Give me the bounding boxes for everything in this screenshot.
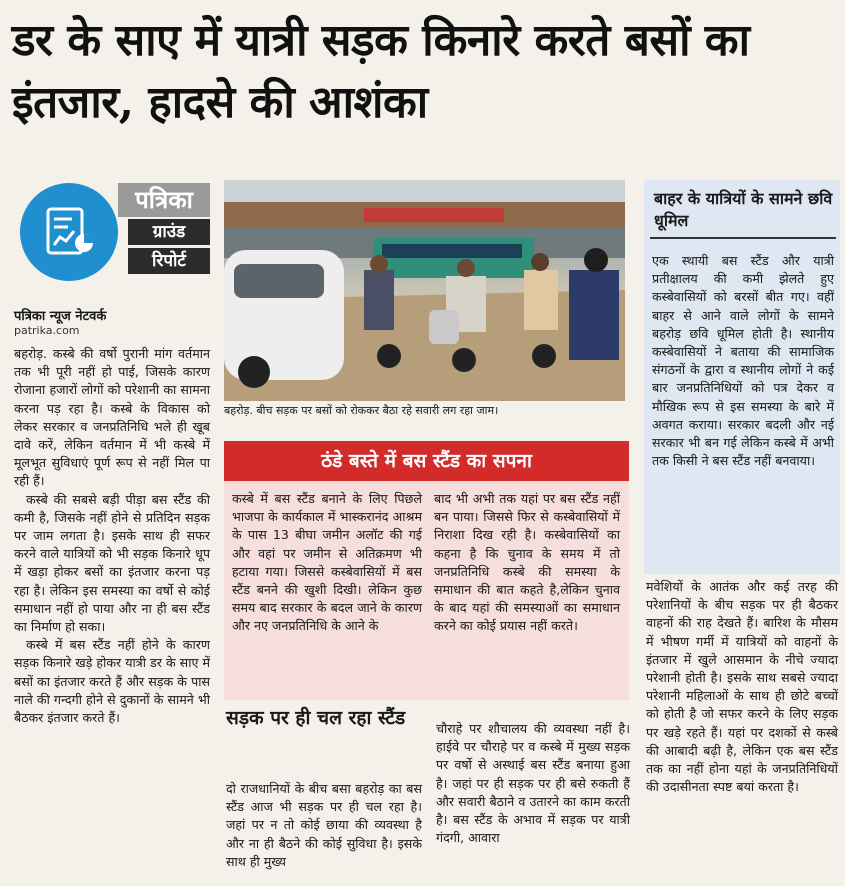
sidebar-title: बाहर के यात्रियों के सामने छवि धूमिल (654, 189, 833, 230)
bottom-column-1: दो राजधानियों के बीच बसा बहरोड़ का बस स्टैंड आज भी सड़क पर ही चल रहा है। जहां पर न तो कोई छाया की व्यवस्था है और ना ही बैठने की कोई सुविधा है। इसके साथ ही मुख्य (226, 781, 422, 869)
headline: डर के साए में यात्री सड़क किनारे करते बसों का इंतजार, हादसे की आशंका (12, 15, 750, 128)
right-column: मवेशियों के आतंक और कई तरह की परेशानियों के बीच सड़क पर ही बैठकर वाहनों की राह देखते हैं। बारिश के मौसम में भीषण गर्मी में यात्रियों को वाहनों के इंतजार में खुले आसमान के नीचे ज्यादा परेशानी होती है। इसके साथ सबसे ज्यादा परेशानी महिलाओं के साथ ही छोटे बच्चों को होती है जो सफर करने के लिए सड़क पर खड़े रहते हैं। यहां पर दशकों से कस्बे की आबादी बढ़ी है, लेकिन एक बस स्टैंड तक का नहीं होना यहां के जनप्रतिनिधियों की उदासीनता स्पष्ट बयां करता है। (646, 579, 838, 795)
panel-column-2: बाद भी अभी तक यहां पर बस स्टैंड नहीं बन पाया। जिससे फिर से कस्बेवासियों में निराशा दिख रही है। कस्बेवासियों का कहना है कि चुनाव के समय में तो जनप्रतिनिधि कस्बे की समस्या के समाधान की बात कहते है,लेकिन चुनाव के बाद यहां की समस्याओं का समाधान करने का कोई प्रयास नहीं करते। (434, 491, 620, 634)
brand-label: पत्रिका (118, 183, 210, 217)
street-photo (224, 180, 625, 401)
sidebar-body: एक स्थायी बस स्टैंड और यात्री प्रतीक्षालय की कमी झेलते हुए कस्बेवासियों को बरसों बीत गए। वहीं बाहर से आने वाले लोगों के सामने बहरोड़ छवि धूमिल होती है। स्थानीय कस्बेवासियों ने बताया की सामाजिक संगठनों के द्वारा व स्थानीय लोगों ने कई बार जनप्रतिनिधियों को पत्र देकर व मौखिक रूप से इस समस्या के बारे में अवगत कराया। सरकार बदली और नई सरकार भी बन गई लेकिन कस्बे में अभी तक किसी ने बस स्टैंड नहीं बनवाया। (652, 253, 834, 469)
subheading: सड़क पर ही चल रहा स्टैंड (226, 707, 406, 729)
report-chart-icon (42, 205, 96, 259)
byline: पत्रिका न्यूज नेटवर्क (14, 309, 107, 324)
panel-column-1: कस्बे में बस स्टैंड बनाने के लिए पिछले भाजपा के कार्यकाल में भास्करानंद आश्रम के पास 13 बीघा जमीन अलॉट की गई और वहां पर जमीन से अतिक्रमण भी हटाया गया। जिससे कस्बेवासियों में बस स्टैंड बनने की खुशी दिखी। लेकिन कुछ समय बाद सरकार के बदल जाने के कारण और नए जनप्रतिनिधि के आने के (232, 491, 422, 634)
photo-caption: बहरोड़. बीच सड़क पर बसों को रोककर बैठा रहे सवारी लग रहा जाम। (224, 404, 499, 417)
ground-report-badge (20, 183, 118, 281)
left-paragraph: कस्बे की सबसे बड़ी पीड़ा बस स्टैंड की कमी है, जिसके नहीं होने से प्रतिदिन सड़क पर जाम लगता है। इसके साथ ही सफर करने वाले यात्रियों को भी सड़क किनारे धूप में खड़ा होकर बसों का इंतजार करना पड़ रहा है। लेकिन इस समस्या का वर्षो से कोई समाधान नहीं हो पाया और ना ही बस स्टैंड का निर्माण हो सका। (14, 491, 210, 635)
sidebar-divider (650, 237, 836, 239)
bottom-column-2: चौराहे पर शौचालय की व्यवस्था नहीं है। हाईवे पर चौराहे पर व कस्बे में मुख्य सड़क पर वर्षो से अस्थाई बस स्टैंड बनाया हुआ है। जहां पर ही सड़क पर ही बसे रुकती हैं और सवारी बैठाने व उतारने का काम करती है। बस स्टैंड के अभाव में सड़क पर यात्री गंदगी, आवारा (436, 721, 630, 846)
left-paragraph: बहरोड़. कस्बे की वर्षो पुरानी मांग वर्तमान तक भी पूरी नहीं हो पाई, जिसके कारण रोजाना हजारों लोगों को परेशानी का सामना करना पड़ रहा है। कस्बे के विकास को लेकर सरकार व जनप्रतिनिधि भले ही खूब दावे करें, लेकिन वर्तमान में भी कस्बे में मूलभूत सुविधाएं पूर्ण रूप से नहीं मिल पा रही हैं। (14, 346, 210, 489)
left-paragraph: कस्बे में बस स्टैंड नहीं होने के कारण सड़क किनारे खड़े होकर यात्री डर के साए में बसों का इंतजार करते हैं और सड़क के पास नाले की गन्दगी होने से दुकानों के सामने भी बैठकर इंतजार करते हैं। (14, 637, 210, 726)
left-column (14, 345, 210, 727)
section-banner: ठंडे बस्ते में बस स्टैंड का सपना (224, 441, 629, 481)
badge-line-ground: ग्राउंड (128, 219, 210, 245)
badge-line-report: रिपोर्ट (128, 248, 210, 274)
site-link[interactable]: patrika.com (14, 324, 80, 337)
